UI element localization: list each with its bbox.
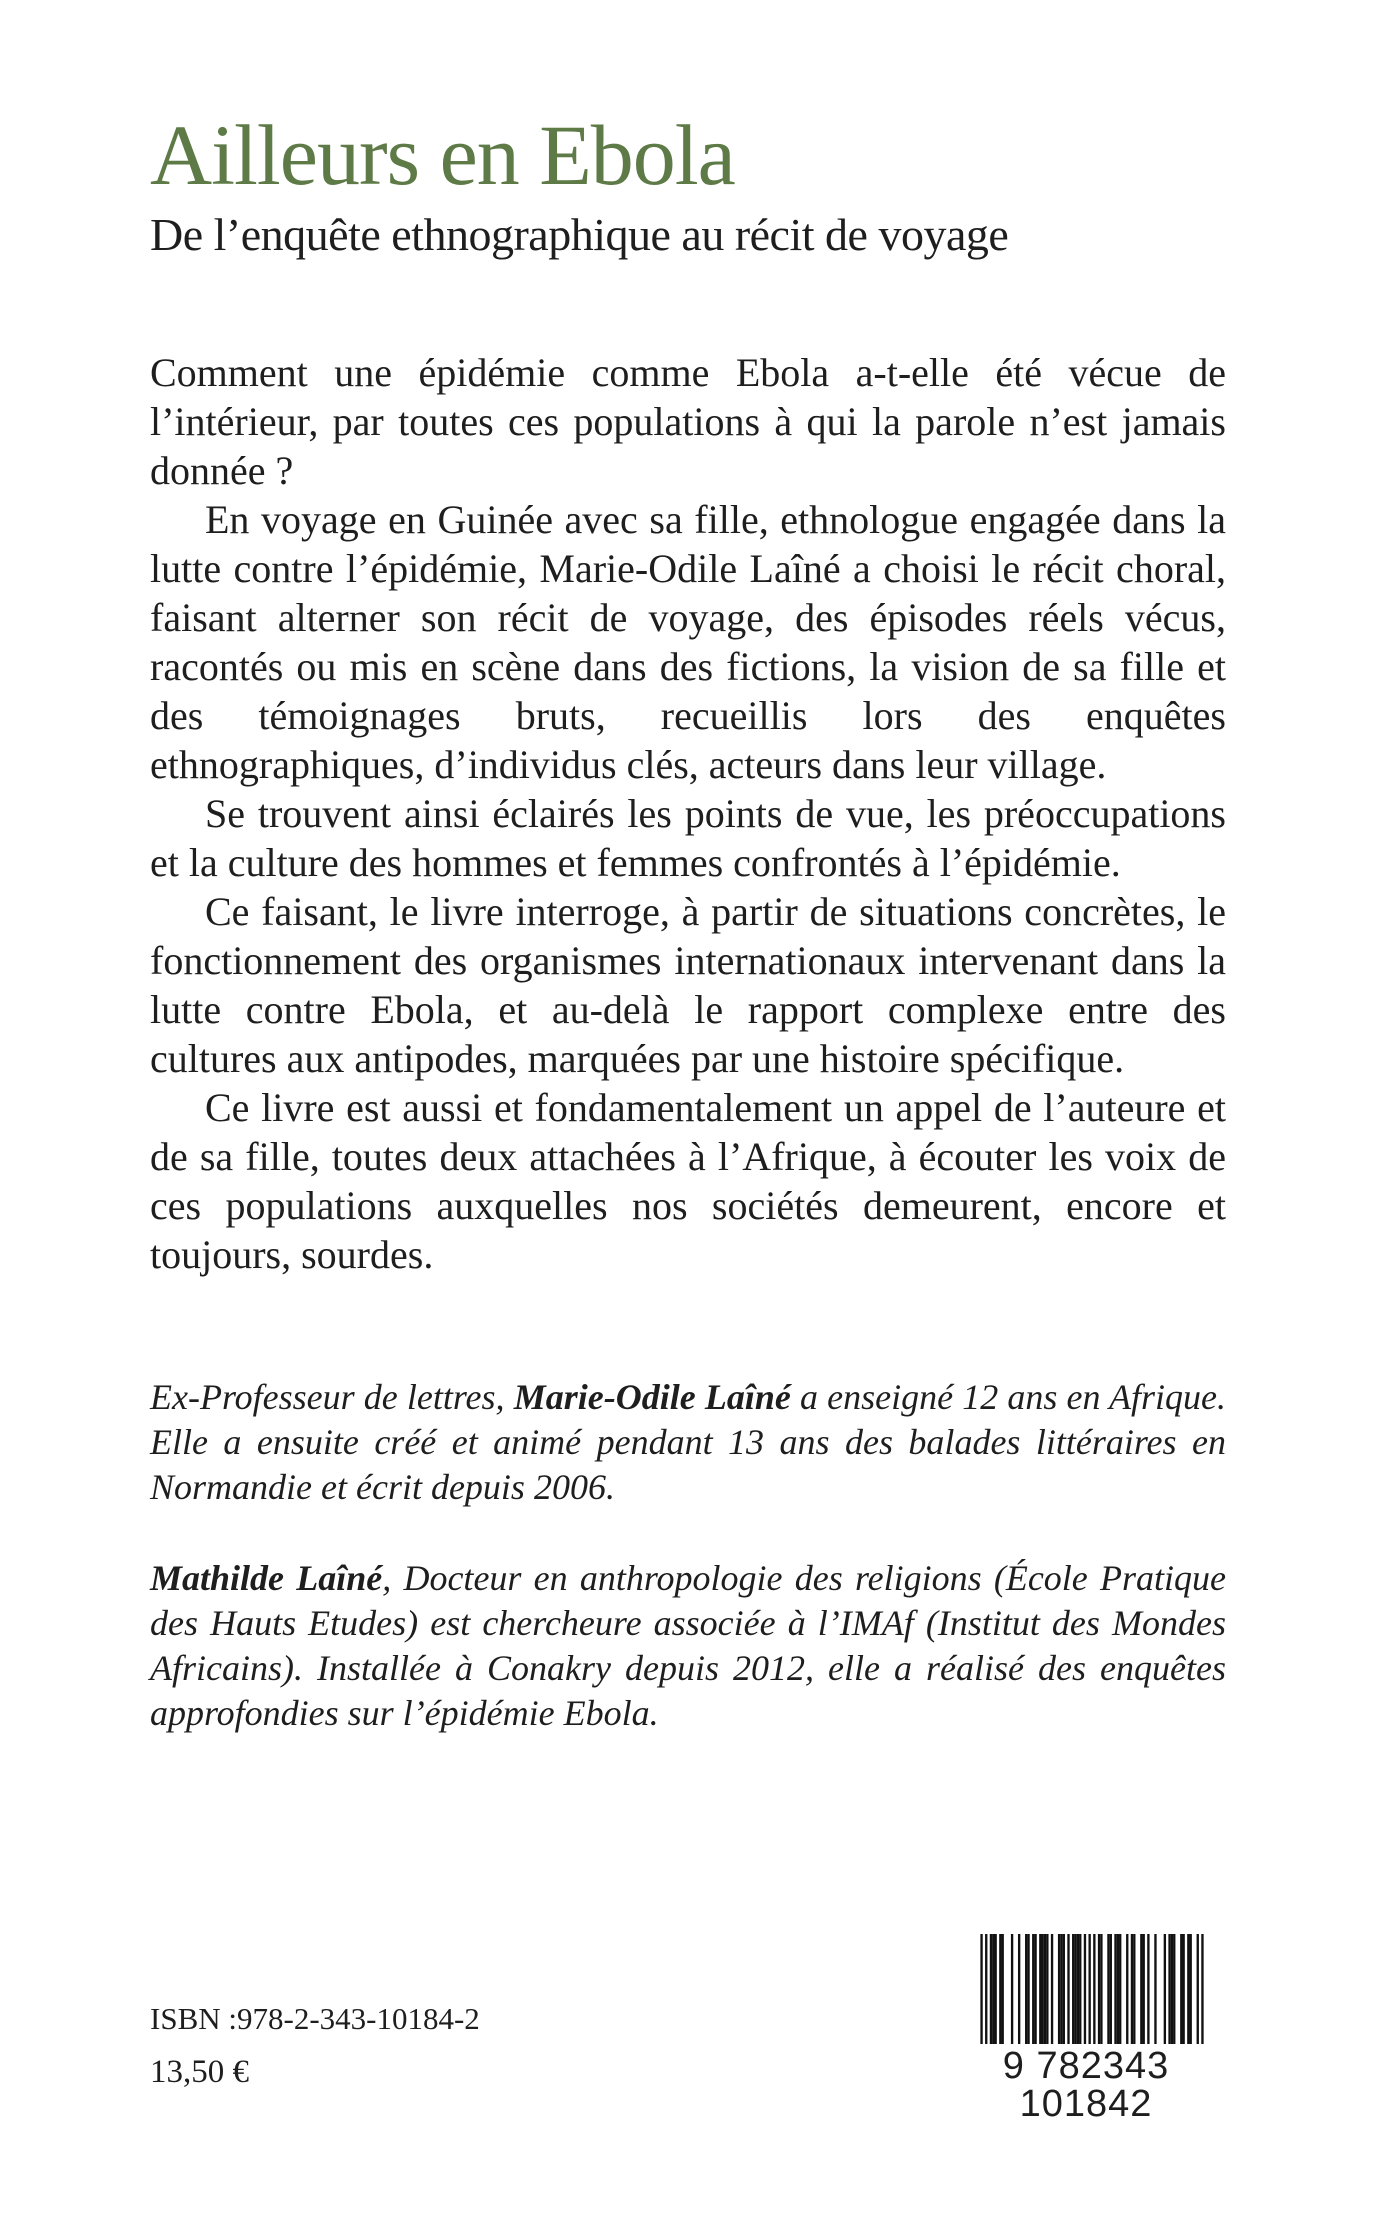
barcode-bar bbox=[1133, 1934, 1135, 2046]
price: 13,50 € bbox=[150, 2054, 249, 2090]
barcode bbox=[956, 1934, 1216, 2125]
barcode-bar bbox=[1098, 1934, 1100, 2046]
barcode-bar bbox=[1063, 1934, 1065, 2046]
barcode-bar bbox=[1002, 1934, 1004, 2046]
barcode-bar bbox=[1131, 1934, 1133, 2046]
barcode-bar bbox=[1032, 1934, 1034, 2046]
barcode-bar bbox=[1190, 1934, 1192, 2046]
author-bio-1-intro: Ex-Professeur de lettres, bbox=[150, 1377, 514, 1417]
barcode-bar bbox=[1044, 1934, 1046, 2046]
barcode-bar bbox=[1072, 1934, 1074, 2046]
barcode-bar bbox=[1154, 1934, 1156, 2046]
barcode-bar bbox=[1164, 1934, 1166, 2046]
barcode-bar bbox=[1168, 1934, 1170, 2046]
barcode-number: 9 782343 101842 bbox=[956, 2044, 1216, 2123]
barcode-bar bbox=[1117, 1934, 1119, 2046]
barcode-bar bbox=[1110, 1934, 1112, 2046]
barcode-bar bbox=[1107, 1934, 1109, 2046]
barcode-bar bbox=[1027, 1934, 1029, 2046]
author-name-1: Marie-Odile Laîné bbox=[513, 1377, 791, 1417]
blurb-paragraph-4: Ce faisant, le livre interroge, à partir de situations concrètes, le fonctionnement des organismes internationaux intervenant dans la lutte contre Ebola, et au-delà le rapport complexe entre des cultures aux antipodes, marquées par une histoire spécifique. bbox=[150, 889, 1226, 1081]
barcode-bar bbox=[1143, 1934, 1145, 2046]
author-bio-1 bbox=[150, 1375, 1226, 1510]
blurb bbox=[150, 348, 1226, 1279]
book-title: Ailleurs en Ebola bbox=[150, 107, 735, 203]
barcode-bar bbox=[1140, 1934, 1142, 2046]
barcode-bar bbox=[1187, 1934, 1189, 2046]
barcode-bar bbox=[992, 1934, 994, 2046]
author-bio-2 bbox=[150, 1556, 1226, 1736]
barcode-bar bbox=[1074, 1934, 1076, 2046]
author-name-2: Mathilde Laîné bbox=[150, 1558, 383, 1598]
author-bios bbox=[150, 1375, 1226, 1736]
blurb-paragraph-2: En voyage en Guinée avec sa fille, ethnologue engagée dans la lutte contre l’épidémie, Marie-Odile Laîné a choisi le récit choral, faisant alterner son récit de voyage, des épisodes réels vécus, racontés ou mis en scène dans des fictions, la vision de sa fille et des témoignages bruts, recueillis lors des enquêtes ethnographiques, d’individus clés, acteurs dans leur village. bbox=[150, 497, 1226, 787]
barcode-bar bbox=[1119, 1934, 1121, 2046]
barcode-bar bbox=[1046, 1934, 1048, 2046]
barcode-bar bbox=[1039, 1934, 1041, 2046]
barcode-bar bbox=[1011, 1934, 1013, 2046]
blurb-paragraph-5: Ce livre est aussi et fondamentalement un appel de l’auteure et de sa fille, toutes deux attachées à l’Afrique, à écouter les voix de ces populations auxquelles nos sociétés demeurent, encore et toujours, sourdes. bbox=[150, 1085, 1226, 1277]
author-bio-1-text: a enseigné 12 ans en Afrique. Elle a ensuite créé et animé pendant 13 ans des balades littéraires en Normandie et écrit depuis 2006. bbox=[150, 1377, 1227, 1507]
barcode-bar bbox=[1147, 1934, 1149, 2046]
barcode-bar bbox=[1041, 1934, 1043, 2046]
barcode-bar bbox=[1025, 1934, 1027, 2046]
barcode-bar bbox=[994, 1934, 996, 2046]
barcode-bar bbox=[1182, 1934, 1184, 2046]
barcode-bar bbox=[1034, 1934, 1036, 2046]
barcode-bar bbox=[1018, 1934, 1020, 2046]
barcode-bar bbox=[1100, 1934, 1102, 2046]
barcode-bar bbox=[1051, 1934, 1053, 2046]
barcode-bar bbox=[990, 1934, 992, 2046]
barcode-bar bbox=[1079, 1934, 1081, 2046]
barcode-bar bbox=[999, 1934, 1001, 2046]
blurb-paragraph-1: Comment une épidémie comme Ebola a-t-elle été vécue de l’intérieur, par toutes ces populations à qui la parole n’est jamais donnée ? bbox=[150, 350, 1226, 493]
barcode-bar bbox=[1060, 1934, 1062, 2046]
barcode-bar bbox=[1126, 1934, 1128, 2046]
isbn: ISBN :978-2-343-10184-2 bbox=[150, 2001, 480, 2036]
barcode-bar bbox=[1084, 1934, 1086, 2046]
barcode-bar bbox=[1114, 1934, 1116, 2046]
barcode-bar bbox=[1180, 1934, 1182, 2046]
author-bio-2-text: , Docteur en anthropologie des religions (École Pratique des Hauts Etudes) est chercheure associée à l’IMAf (Institut des Mondes Africains). Installée à Conakry depuis 2012, elle a réalisé des enquêtes approfondies sur l’épidémie Ebola. bbox=[150, 1558, 1226, 1733]
barcode-bar bbox=[1173, 1934, 1175, 2046]
barcode-bar bbox=[1077, 1934, 1079, 2046]
blurb-paragraph-3: Se trouvent ainsi éclairés les points de vue, les préoccupations et la culture des hommes et femmes confrontés à l’épidémie. bbox=[150, 791, 1226, 885]
barcode-bar bbox=[1171, 1934, 1173, 2046]
book-subtitle: De l’enquête ethnographique au récit de voyage bbox=[150, 209, 1009, 260]
barcode-bar bbox=[1058, 1934, 1060, 2046]
barcode-bar bbox=[1067, 1934, 1069, 2046]
